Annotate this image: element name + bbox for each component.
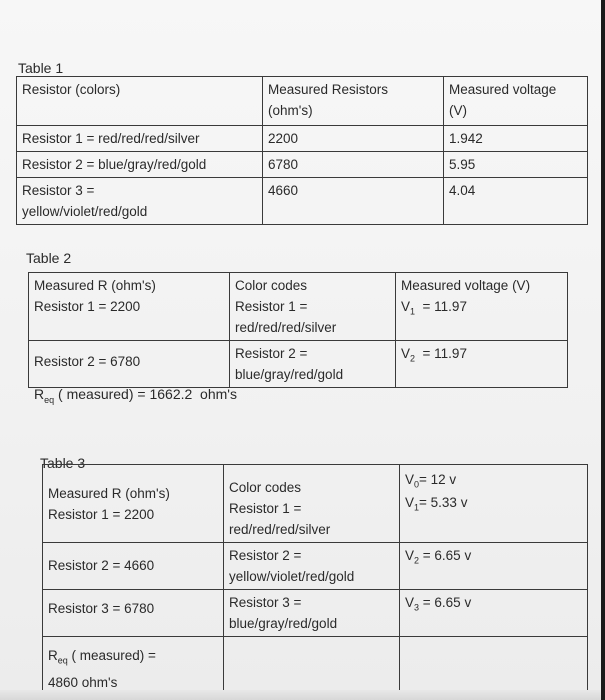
- table2-header-r: Measured R (ohm's) Resistor 1 = 2200: [29, 273, 230, 341]
- table1-caption: Table 1: [18, 60, 64, 76]
- table-row: [43, 543, 588, 590]
- table-header-row: [43, 465, 588, 543]
- table1-row2-voltage: 5.95: [444, 152, 588, 178]
- table3-empty-cell: [400, 637, 588, 696]
- table1-row3-colors: Resistor 3 = yellow/violet/red/gold: [17, 178, 263, 225]
- table1-row1-voltage: 1.942: [444, 126, 588, 152]
- table2-row2-codes: Resistor 2 = blue/gray/red/gold: [230, 341, 396, 388]
- table1-row3-voltage: 4.04: [444, 178, 588, 225]
- table3-row2-voltage: [400, 543, 588, 590]
- table3-v2: $V_2 = 6.65$ v: [405, 548, 472, 566]
- table2-header-voltage: Measured voltage (V) $V_1 = 11.97$: [396, 273, 568, 341]
- table1-header-colors: Resistor (colors): [17, 77, 263, 126]
- table1-row1-colors: Resistor 1 = red/red/red/silver: [17, 126, 263, 152]
- table2-v2: $V_2 = 11.97$: [401, 346, 467, 364]
- table2-v1: $V_1 = 11.97$: [401, 299, 467, 317]
- table1-row3-resistance: 4660: [263, 178, 444, 225]
- table-header-row: [17, 77, 588, 126]
- table3-v1: $V_1= 5.33$ v: [405, 494, 468, 513]
- table3-row2-codes: Resistor 2 = yellow/violet/red/gold: [224, 543, 400, 590]
- page-right-edge: [601, 0, 605, 700]
- table1-header-resistance: Measured Resistors (ohm's): [263, 77, 444, 126]
- table-row: [17, 152, 588, 178]
- table1-row1-resistance: 2200: [263, 126, 444, 152]
- table2-req: $R_{eq}$ ( measured) = 1662.2 ohm's: [34, 386, 237, 405]
- table3-header-r: Measured R (ohm's) Resistor 1 = 2200: [43, 465, 224, 543]
- table3-row3-codes: Resistor 3 = blue/gray/red/gold: [224, 590, 400, 637]
- table1-row2-resistance: 6780: [263, 152, 444, 178]
- page-bottom-edge: [0, 690, 605, 700]
- table1-header-voltage: Measured voltage (V): [444, 77, 588, 126]
- table3-row2-r: Resistor 2 = 4660: [43, 543, 224, 590]
- table-row: [43, 590, 588, 637]
- table3-header-codes: Color codes Resistor 1 = red/red/red/silver: [224, 465, 400, 543]
- table2-caption: Table 2: [26, 250, 72, 266]
- table-header-row: [29, 273, 568, 341]
- table1: [16, 76, 588, 225]
- table2-row2-voltage: [396, 341, 568, 388]
- table3-v0: $V_0= 12$ v: [405, 472, 457, 490]
- table1-row2-colors: Resistor 2 = blue/gray/red/gold: [17, 152, 263, 178]
- table2-row2-r: Resistor 2 = 6780: [29, 341, 230, 388]
- table-row: [43, 637, 588, 696]
- table3-row1-voltage: [400, 465, 588, 543]
- table3-row3-r: Resistor 3 = 6780: [43, 590, 224, 637]
- table-row: [17, 178, 588, 225]
- table3-v3: $V_3 = 6.65$ v: [405, 595, 472, 613]
- table2-header-codes: Color codes Resistor 1 = red/red/red/silver: [230, 273, 396, 341]
- table2: [28, 272, 568, 388]
- table3: [42, 464, 588, 696]
- table3-row3-voltage: [400, 590, 588, 637]
- table3-caption: Table 3: [40, 455, 86, 471]
- table3-req: $R_{eq}$ ( measured) = 4860 ohm's: [43, 637, 224, 696]
- table-row: [17, 126, 588, 152]
- table3-empty-cell: [224, 637, 400, 696]
- table-row: [29, 341, 568, 388]
